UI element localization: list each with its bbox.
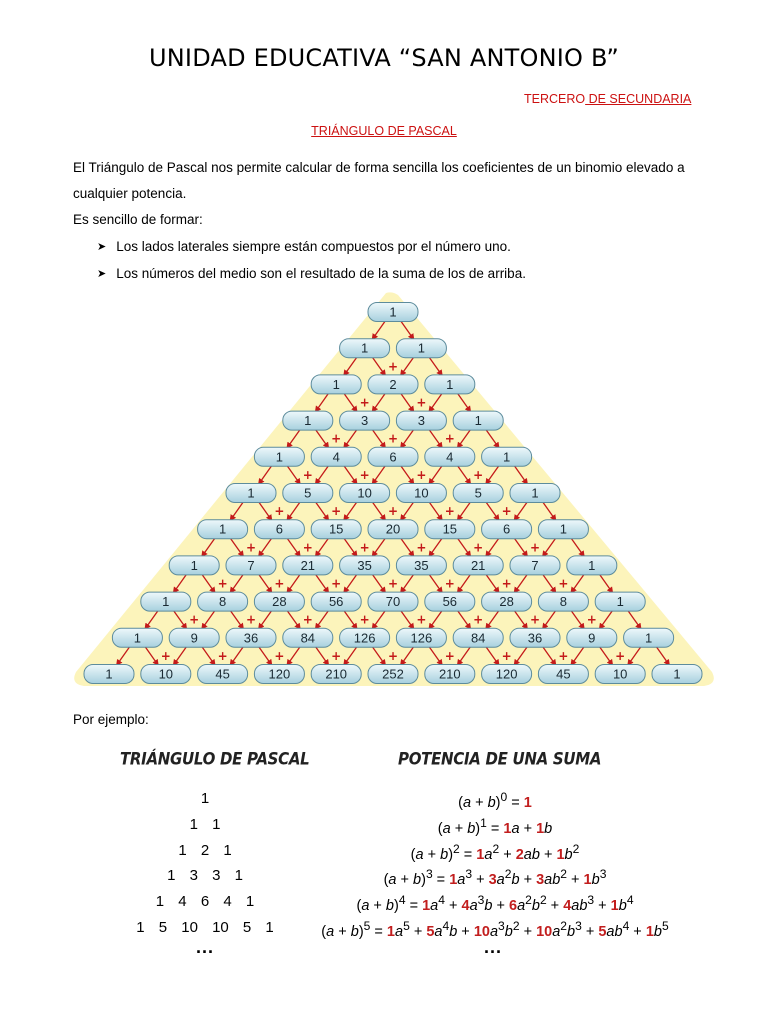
triangle-cell xyxy=(141,665,191,684)
cell-value: 1 xyxy=(644,630,653,646)
triangle-cell xyxy=(283,628,333,647)
ellipsis: ... xyxy=(196,937,215,957)
triangle-cell xyxy=(368,375,418,394)
triangle-cell xyxy=(425,375,475,394)
plus-icon: + xyxy=(473,467,484,482)
cell-value: 1 xyxy=(616,594,624,610)
triangle-cell xyxy=(141,592,191,611)
cell-value: 10 xyxy=(357,485,372,501)
plus-icon: + xyxy=(558,576,569,591)
triangle-cell xyxy=(226,484,276,503)
simple-triangle-row: 1 1 xyxy=(189,816,221,833)
triangle-cell xyxy=(396,484,446,503)
plus-icon: + xyxy=(501,576,512,591)
bullet-text: Los números del medio son el resultado de la suma de los de arriba. xyxy=(116,266,526,281)
arrow-bullet-icon: ➤ xyxy=(97,241,107,253)
cell-value: 2 xyxy=(389,376,397,392)
example-left-heading: TRIÁNGULO DE PASCAL xyxy=(120,749,310,769)
triangle-cell xyxy=(198,520,248,539)
triangle-cell xyxy=(311,665,361,684)
cell-value: 35 xyxy=(414,557,429,573)
power-formula: $(a + b)^2 = 1a^2 + 2ab + 1b^2$ xyxy=(410,842,580,863)
cell-value: 36 xyxy=(243,630,259,646)
triangle-cell xyxy=(340,556,390,575)
triangle-cell xyxy=(510,628,560,647)
plus-icon: + xyxy=(444,576,455,591)
triangle-cell xyxy=(311,520,361,539)
cell-value: 1 xyxy=(474,413,482,429)
cell-value: 21 xyxy=(470,557,486,573)
simple-triangle-row: 1 3 3 1 xyxy=(167,867,243,884)
cell-value: 4 xyxy=(446,449,454,465)
triangle-cell xyxy=(425,665,475,684)
cell-value: 28 xyxy=(272,594,287,610)
plus-icon: + xyxy=(274,504,285,519)
arrow-bullet-icon: ➤ xyxy=(97,268,107,280)
power-formula: $(a + b)^3 = 1a^3 + 3a^2b + 3ab^2 + 1b^3$ xyxy=(383,867,607,888)
cell-value: 1 xyxy=(502,449,511,465)
plus-icon: + xyxy=(615,648,626,663)
cell-value: 84 xyxy=(470,630,486,646)
plus-icon: + xyxy=(586,612,597,627)
triangle-cell xyxy=(226,628,276,647)
plus-icon: + xyxy=(302,612,313,627)
plus-icon: + xyxy=(359,395,370,410)
simple-triangle-row: 1 4 6 4 1 xyxy=(155,893,255,910)
triangle-cell xyxy=(453,628,503,647)
cell-value: 20 xyxy=(385,521,401,537)
plus-icon: + xyxy=(245,612,257,627)
plus-icon: + xyxy=(274,576,285,591)
cell-value: 10 xyxy=(414,485,429,501)
plus-icon: + xyxy=(387,431,399,446)
cell-value: 1 xyxy=(559,521,568,537)
power-formula: $(a + b)^5 = 1a^5 + 5a^4b + 10a^3b^2 + 10a^2b^3 + 5ab^4 + 1b^5$ xyxy=(321,919,669,940)
plus-icon: + xyxy=(331,504,342,519)
triangle-cell xyxy=(482,592,532,611)
triangle-cell xyxy=(595,592,645,611)
intro-line-3: Es sencillo de formar: xyxy=(73,212,203,227)
triangle-cell xyxy=(425,592,475,611)
cell-value: 8 xyxy=(559,594,568,610)
cell-value: 7 xyxy=(531,557,539,573)
intro-line-2: cualquier potencia. xyxy=(73,186,187,201)
cell-value: 56 xyxy=(328,594,344,610)
cell-value: 10 xyxy=(158,666,174,682)
triangle-cell xyxy=(169,556,219,575)
plus-icon: + xyxy=(245,540,257,555)
cell-value: 1 xyxy=(190,557,198,573)
triangle-cell xyxy=(453,556,503,575)
triangle-cell xyxy=(254,447,304,466)
cell-value: 10 xyxy=(612,666,628,682)
cell-value: 210 xyxy=(438,666,461,682)
cell-value: 84 xyxy=(300,630,316,646)
ellipsis: ... xyxy=(484,937,503,957)
cell-value: 15 xyxy=(442,521,458,537)
cell-value: 45 xyxy=(215,666,230,682)
plus-icon: + xyxy=(387,504,399,519)
triangle-cell xyxy=(595,665,645,684)
triangle-cell xyxy=(84,665,134,684)
cell-value: 6 xyxy=(502,521,511,537)
example-label: Por ejemplo: xyxy=(73,712,149,727)
plus-icon: + xyxy=(160,648,171,663)
triangle-cell xyxy=(368,520,418,539)
cell-value: 126 xyxy=(353,630,376,646)
plus-icon: + xyxy=(189,612,200,627)
cell-value: 252 xyxy=(382,666,404,682)
cell-value: 1 xyxy=(304,413,312,429)
triangle-cell xyxy=(311,375,361,394)
plus-icon: + xyxy=(387,648,399,663)
triangle-cell xyxy=(510,556,560,575)
plus-icon: + xyxy=(302,540,313,555)
cell-value: 1 xyxy=(275,449,284,465)
cell-value: 1 xyxy=(105,666,113,682)
triangle-cell xyxy=(396,556,446,575)
cell-value: 3 xyxy=(360,413,369,429)
triangle-cell xyxy=(226,556,276,575)
plus-icon: + xyxy=(359,467,370,482)
bullet-text: Los lados laterales siempre están compuestos por el número uno. xyxy=(116,239,511,254)
cell-value: 1 xyxy=(588,557,596,573)
plus-icon: + xyxy=(416,540,427,555)
triangle-cell xyxy=(340,339,390,358)
cell-value: 8 xyxy=(218,594,227,610)
triangle-cell xyxy=(482,665,532,684)
cell-value: 1 xyxy=(673,666,681,682)
cell-value: 1 xyxy=(247,485,255,501)
simple-triangle-row: 1 5 10 10 5 1 xyxy=(136,919,274,936)
plus-icon: + xyxy=(529,612,541,627)
triangle-cell xyxy=(340,484,390,503)
triangle-cell xyxy=(198,592,248,611)
cell-value: 56 xyxy=(442,594,458,610)
triangle-cell xyxy=(567,628,617,647)
plus-icon: + xyxy=(217,648,228,663)
plus-icon: + xyxy=(302,467,313,482)
plus-icon: + xyxy=(359,612,370,627)
plus-icon: + xyxy=(387,576,399,591)
cell-value: 6 xyxy=(389,449,397,465)
plus-icon: + xyxy=(331,576,342,591)
cell-value: 1 xyxy=(389,304,397,320)
triangle-cell xyxy=(254,592,304,611)
triangle-cell xyxy=(396,339,446,358)
triangle-cell xyxy=(624,628,674,647)
triangle-cell xyxy=(368,592,418,611)
triangle-cell xyxy=(453,411,503,430)
cell-value: 1 xyxy=(417,340,426,356)
triangle-cell xyxy=(652,665,702,684)
plus-icon: + xyxy=(444,431,455,446)
cell-value: 15 xyxy=(328,521,344,537)
grade-label xyxy=(524,92,691,106)
plus-icon: + xyxy=(444,648,455,663)
triangle-cell xyxy=(254,520,304,539)
grade-suffix: DE SECUNDARIA xyxy=(585,92,692,106)
triangle-cell xyxy=(425,447,475,466)
simple-triangle-row: 1 2 1 xyxy=(178,842,232,859)
cell-value: 1 xyxy=(446,376,454,392)
power-formula: $(a + b)^1 = 1a + 1b$ xyxy=(437,816,553,837)
page-title: UNIDAD EDUCATIVA “SAN ANTONIO B” xyxy=(149,44,619,72)
triangle-cell xyxy=(112,628,162,647)
triangle-cell xyxy=(311,592,361,611)
pascal-triangle-figure xyxy=(0,290,768,710)
triangle-cell xyxy=(396,411,446,430)
plus-icon: + xyxy=(331,648,342,663)
power-formula: $(a + b)^4 = 1a^4 + 4a^3b + 6a^2b^2 + 4ab^3 + 1b^4$ xyxy=(356,893,634,914)
triangle-cell xyxy=(482,520,532,539)
cell-value: 1 xyxy=(133,630,142,646)
cell-value: 35 xyxy=(357,557,372,573)
grade-prefix: TERCERO xyxy=(524,92,586,106)
cell-value: 5 xyxy=(474,485,482,501)
triangle-cell xyxy=(169,628,219,647)
cell-value: 1 xyxy=(218,521,227,537)
cell-value: 210 xyxy=(325,666,348,682)
example-right-heading: POTENCIA DE UNA SUMA xyxy=(398,749,602,769)
triangle-background xyxy=(74,292,714,686)
cell-value: 120 xyxy=(495,666,518,682)
triangle-cell xyxy=(453,484,503,503)
cell-value: 126 xyxy=(410,630,433,646)
power-formula: $(a + b)^0 = 1$ xyxy=(458,790,532,811)
triangle-cell xyxy=(283,411,333,430)
triangle-cell xyxy=(368,447,418,466)
triangle-cell xyxy=(283,484,333,503)
cell-value: 70 xyxy=(385,594,401,610)
triangle-cell xyxy=(538,592,588,611)
simple-triangle-row: 1 xyxy=(200,790,210,807)
intro-line-1: El Triángulo de Pascal nos permite calcular de forma sencilla los coeficientes de un binomio elevado a xyxy=(73,160,685,175)
cell-value: 120 xyxy=(268,666,291,682)
cell-value: 9 xyxy=(190,630,198,646)
plus-icon: + xyxy=(473,540,484,555)
plus-icon: + xyxy=(217,576,228,591)
plus-icon: + xyxy=(473,612,484,627)
triangle-cell xyxy=(396,628,446,647)
cell-value: 36 xyxy=(527,630,543,646)
cell-value: 3 xyxy=(417,413,426,429)
section-title: TRIÁNGULO DE PASCAL xyxy=(311,124,457,138)
plus-icon: + xyxy=(331,431,342,446)
cell-value: 28 xyxy=(499,594,514,610)
plus-icon: + xyxy=(274,648,285,663)
bullet-item xyxy=(97,239,511,254)
plus-icon: + xyxy=(359,540,370,555)
cell-value: 9 xyxy=(588,630,596,646)
cell-value: 21 xyxy=(300,557,316,573)
triangle-cell xyxy=(254,665,304,684)
cell-value: 7 xyxy=(247,557,255,573)
triangle-cell xyxy=(311,447,361,466)
triangle-cell xyxy=(340,628,390,647)
triangle-cell xyxy=(368,665,418,684)
cell-value: 1 xyxy=(162,594,170,610)
plus-icon: + xyxy=(416,612,427,627)
triangle-cell xyxy=(340,411,390,430)
plus-icon: + xyxy=(501,648,512,663)
plus-icon: + xyxy=(558,648,569,663)
cell-value: 1 xyxy=(531,485,539,501)
cell-value: 1 xyxy=(332,376,340,392)
plus-icon: + xyxy=(416,395,427,410)
cell-value: 45 xyxy=(556,666,571,682)
plus-icon: + xyxy=(416,467,427,482)
triangle-cell xyxy=(510,484,560,503)
plus-icon: + xyxy=(501,504,512,519)
plus-icon: + xyxy=(529,540,541,555)
bullet-item xyxy=(97,266,526,281)
plus-icon: + xyxy=(387,359,399,374)
plus-icon: + xyxy=(444,504,455,519)
cell-value: 4 xyxy=(332,449,340,465)
cell-value: 5 xyxy=(304,485,312,501)
triangle-cell xyxy=(567,556,617,575)
triangle-cell xyxy=(538,665,588,684)
cell-value: 1 xyxy=(360,340,369,356)
triangle-cell xyxy=(198,665,248,684)
triangle-cell xyxy=(425,520,475,539)
intro-paragraph xyxy=(73,155,723,233)
triangle-cell xyxy=(538,520,588,539)
cell-value: 6 xyxy=(275,521,284,537)
triangle-cell xyxy=(368,303,418,322)
triangle-cell xyxy=(283,556,333,575)
triangle-cell xyxy=(482,447,532,466)
